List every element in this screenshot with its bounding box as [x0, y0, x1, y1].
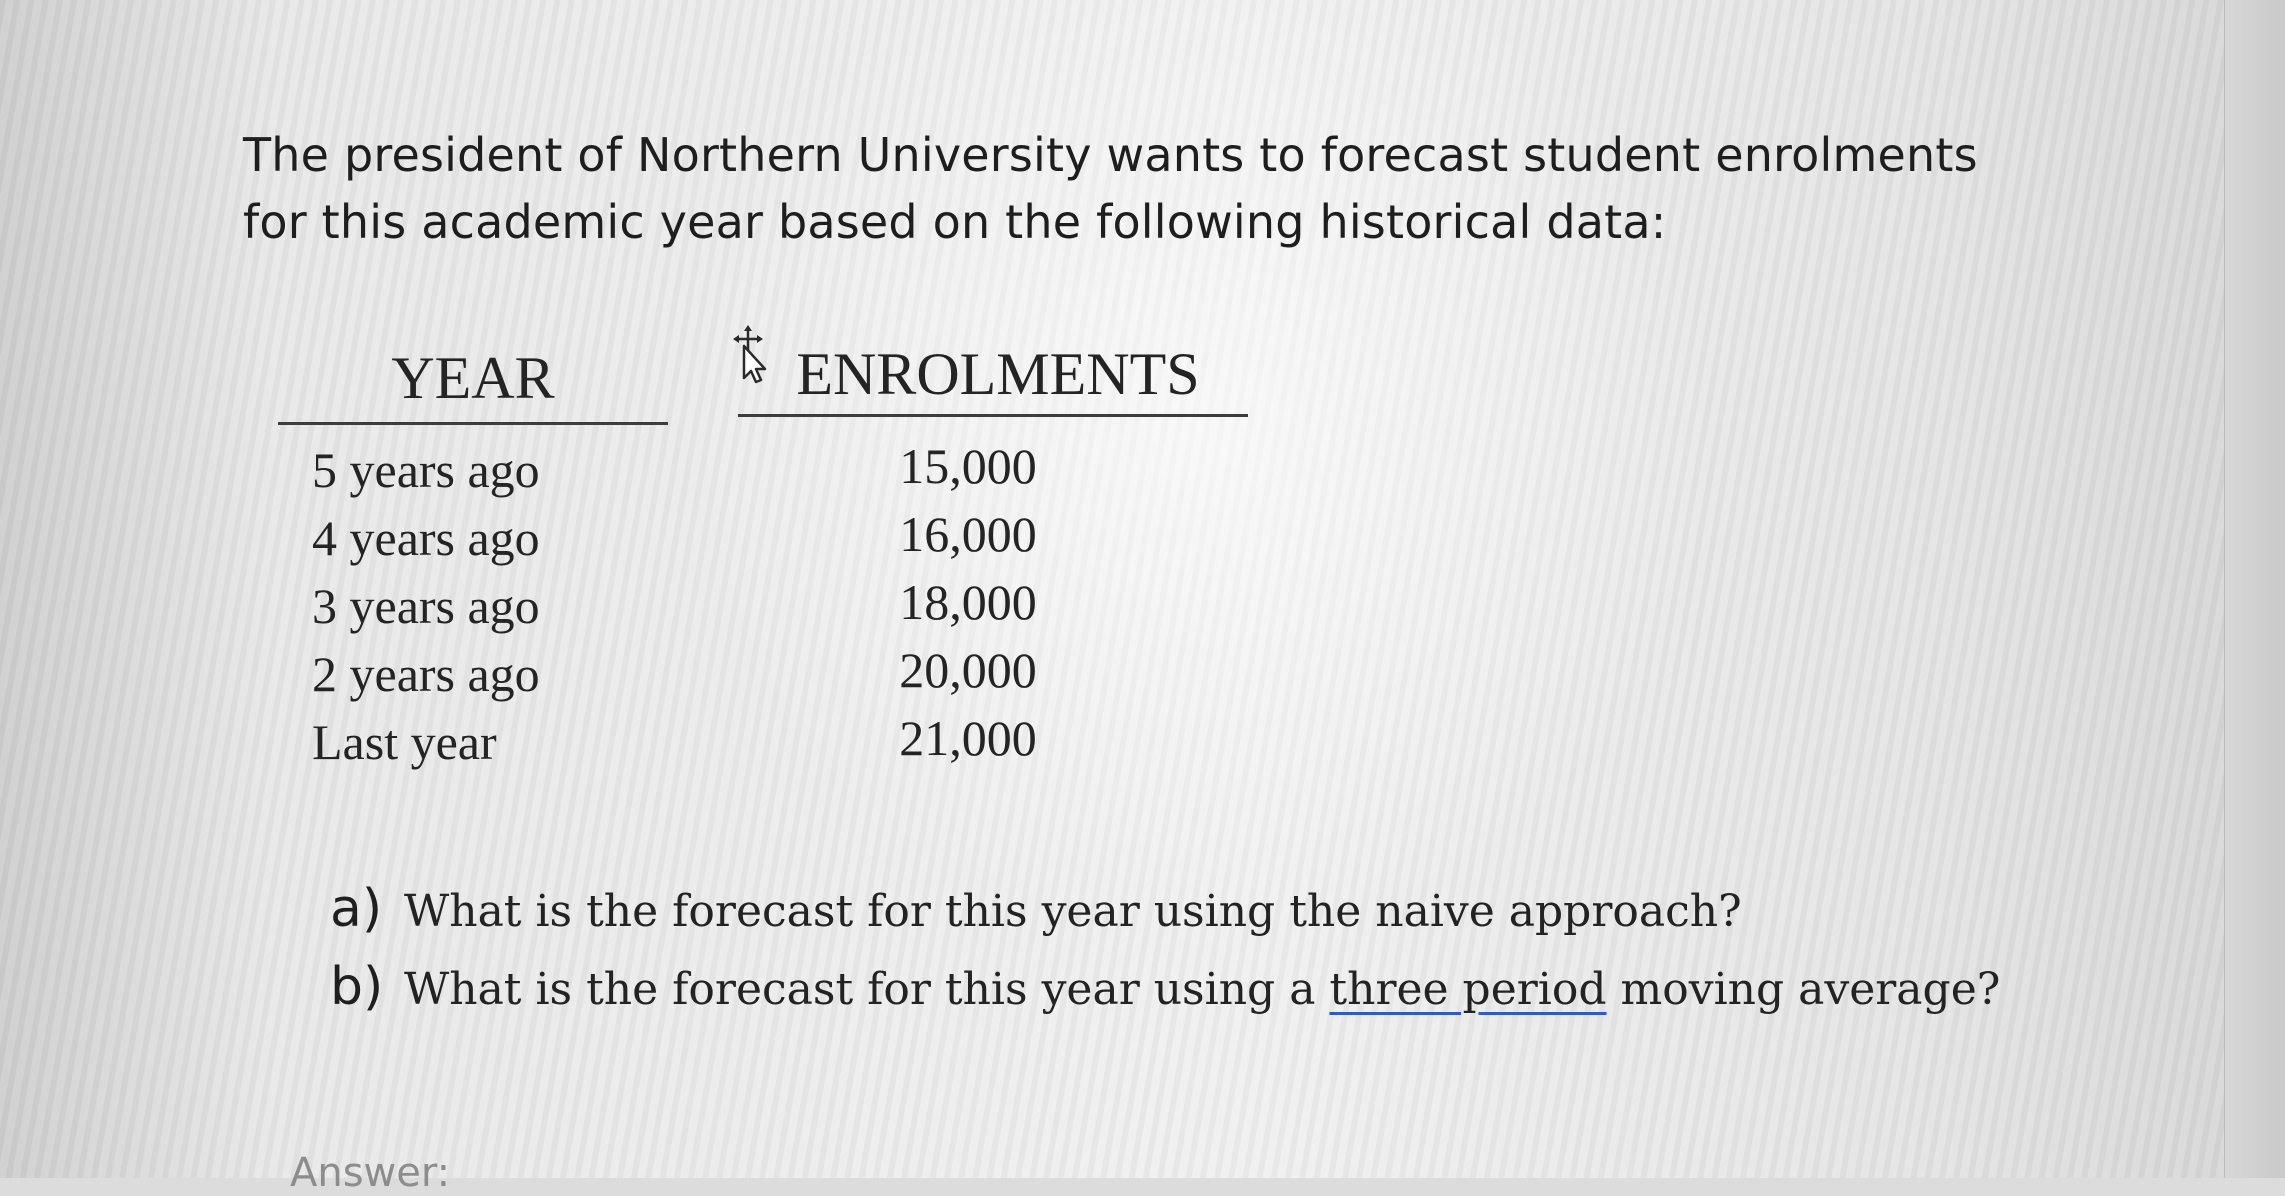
question-marker: a) [330, 879, 383, 939]
cell-enrolments: 16,000 [899, 506, 1037, 562]
header-enrolments: ENROLMENTS [796, 341, 1200, 407]
cell-enrolments: 15,000 [899, 438, 1037, 494]
table-body [278, 436, 1258, 776]
table-row [278, 708, 1258, 776]
problem-intro: The president of Northern University wants to forecast student enrolments for this academic year based on the following historical data: [243, 128, 1978, 249]
cell-year: 3 years ago [312, 578, 540, 634]
table-row [278, 640, 1258, 708]
cell-enrolments: 18,000 [899, 574, 1037, 630]
header-year: YEAR [391, 345, 555, 411]
table-row [278, 572, 1258, 640]
cell-year: Last year [312, 714, 497, 770]
question-a [330, 870, 2030, 948]
cell-year: 5 years ago [312, 442, 540, 498]
cell-enrolments: 21,000 [899, 710, 1037, 766]
table-row [278, 436, 1258, 504]
question-b [330, 948, 2030, 1026]
cell-year: 4 years ago [312, 510, 540, 566]
table-row [278, 504, 1258, 572]
question-list [330, 870, 2030, 1026]
question-text-end: moving average? [1606, 964, 2001, 1015]
underlined-phrase: three period [1329, 964, 1607, 1015]
cell-enrolments: 20,000 [899, 642, 1037, 698]
question-text: What is the forecast for this year using the naive approach? [404, 886, 1742, 937]
question-marker: b) [330, 957, 384, 1017]
header-rule-enrolments [738, 414, 1248, 417]
header-rule-year [278, 422, 668, 425]
question-text-start: What is the forecast for this year using a [404, 964, 1330, 1015]
answer-label: Answer: [290, 1150, 451, 1196]
scrollbar-strip[interactable] [2224, 0, 2285, 1178]
cell-year: 2 years ago [312, 646, 540, 702]
